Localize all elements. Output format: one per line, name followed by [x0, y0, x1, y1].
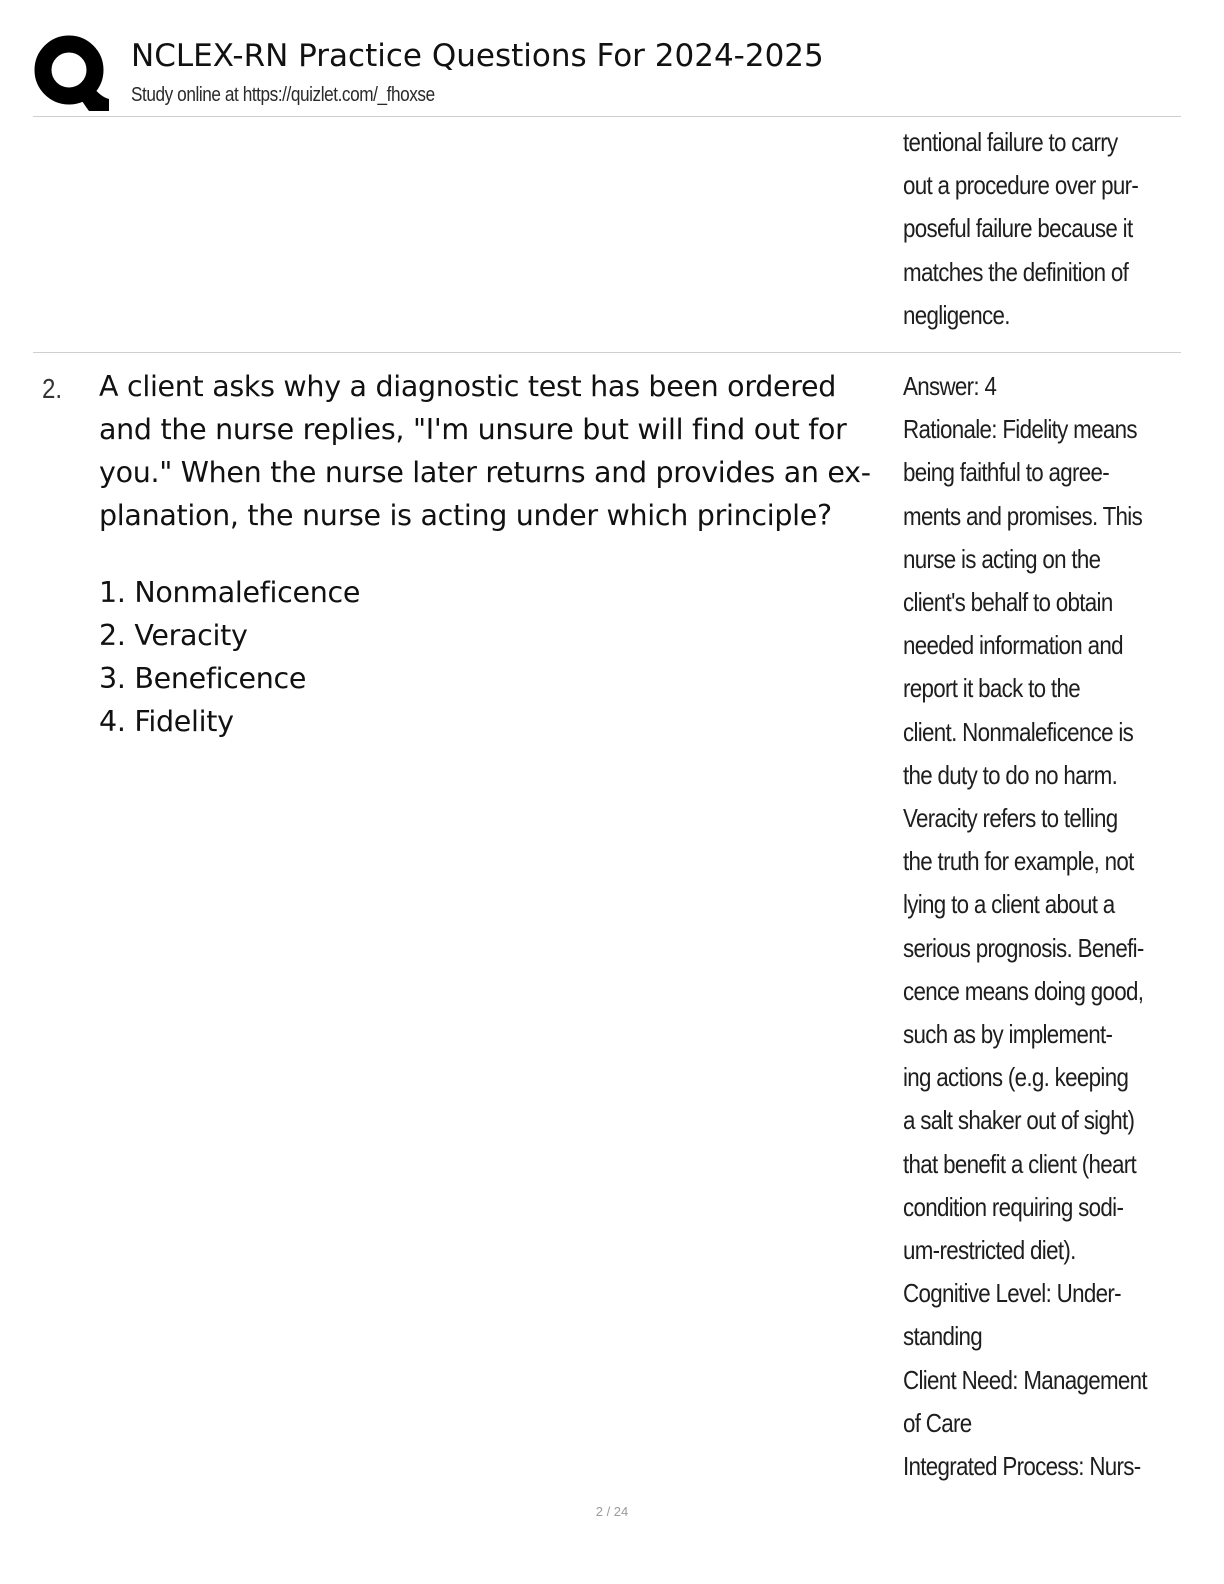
page-header [0, 0, 1224, 118]
previous-answer-line: matches the definition of [903, 256, 1129, 287]
answer-option: 3. Beneficence [99, 662, 307, 695]
answer-rationale [903, 365, 1147, 1488]
answer-option: 2. Veracity [99, 619, 248, 652]
rationale-line: Integrated Process: Nurs- [903, 1451, 1141, 1482]
previous-answer-continuation [903, 121, 1139, 337]
rationale-line: Rationale: Fidelity means [903, 414, 1137, 445]
rationale-line: ing actions (e.g. keeping [903, 1062, 1129, 1093]
question-number: 2. [42, 373, 63, 404]
rationale-line: Cognitive Level: Under- [903, 1278, 1121, 1309]
rationale-line: that benefit a client (heart [903, 1148, 1137, 1179]
rationale-line: report it back to the [903, 673, 1080, 704]
rationale-line: Client Need: Management [903, 1364, 1147, 1395]
answer-options [99, 571, 360, 743]
previous-answer-line: out a procedure over pur- [903, 170, 1139, 201]
rationale-line: a salt shaker out of sight) [903, 1105, 1135, 1136]
rationale-line: Answer: 4 [903, 371, 997, 401]
rationale-line: client. Nonmaleficence is [903, 716, 1134, 747]
header-divider [33, 116, 1181, 117]
rationale-line: condition requiring sodi- [903, 1191, 1124, 1222]
rationale-line: standing [903, 1321, 983, 1352]
question-text-line: you." When the nurse later returns and provides an ex- [99, 456, 871, 489]
rationale-line: client's behalf to obtain [903, 587, 1113, 618]
quizlet-q-logo-icon [33, 33, 109, 111]
question-text [99, 365, 899, 537]
previous-answer-line: negligence. [903, 299, 1010, 330]
question-text-line: and the nurse replies, "I'm unsure but will find out for [99, 413, 847, 446]
rationale-line: um-restricted diet). [903, 1235, 1076, 1266]
rationale-line: needed information and [903, 630, 1123, 661]
answer-option: 4. Fidelity [99, 705, 234, 738]
question-text-line: A client asks why a diagnostic test has been ordered [99, 370, 837, 403]
document-title: NCLEX-RN Practice Questions For 2024-2025 [131, 38, 824, 74]
rationale-line: the truth for example, not [903, 846, 1134, 877]
rationale-line: lying to a client about a [903, 889, 1115, 920]
question-text-line: planation, the nurse is acting under which principle? [99, 499, 832, 532]
rationale-line: the duty to do no harm. [903, 759, 1118, 790]
rationale-line: such as by implement- [903, 1019, 1113, 1050]
rationale-line: being faithful to agree- [903, 457, 1109, 488]
rationale-line: ments and promises. This [903, 500, 1143, 531]
question-divider [33, 352, 1181, 353]
rationale-line: of Care [903, 1407, 972, 1438]
rationale-line: serious prognosis. Benefi- [903, 932, 1144, 963]
page-number: 2 / 24 [595, 1504, 629, 1519]
rationale-line: Veracity refers to telling [903, 803, 1118, 834]
previous-answer-line: tentional failure to carry [903, 127, 1118, 157]
rationale-line: nurse is acting on the [903, 543, 1101, 574]
rationale-line: cence means doing good, [903, 975, 1144, 1006]
answer-option: 1. Nonmaleficence [99, 576, 361, 609]
previous-answer-line: poseful failure because it [903, 213, 1133, 244]
study-online-link[interactable]: Study online at https://quizlet.com/_fhoxse [131, 84, 435, 106]
